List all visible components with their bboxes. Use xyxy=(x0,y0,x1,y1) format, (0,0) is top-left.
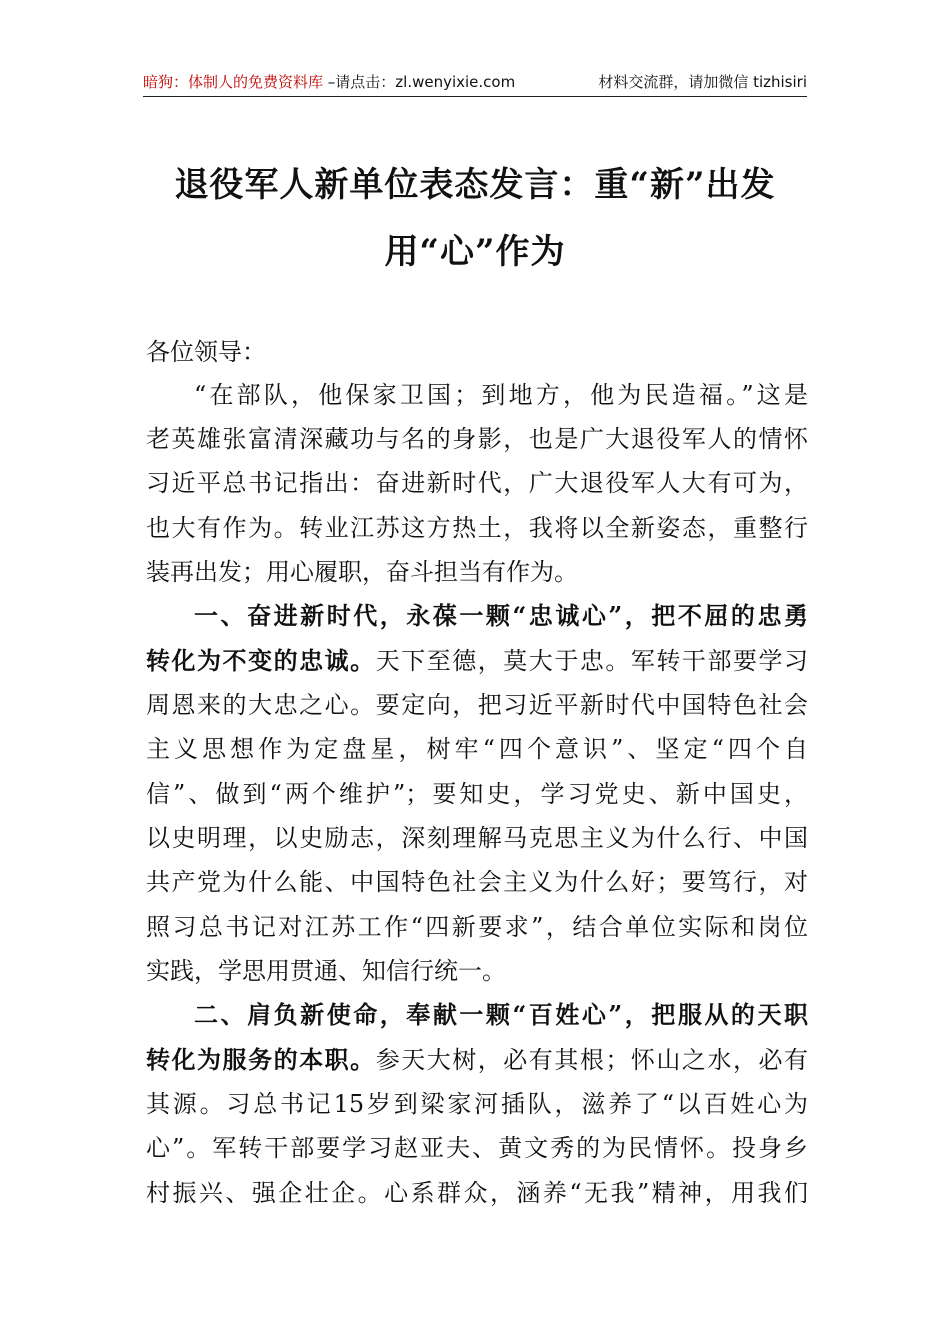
title-line-1: 退役军人新单位表态发言：重“新”出发 xyxy=(174,165,776,205)
section1-heading: 一、奋进新时代，永葆一颗“忠诚心”，把不屈的忠勇 xyxy=(194,601,808,630)
section2-line-2 xyxy=(146,1040,808,1080)
section2-text-start: 参天大树，必有其根；怀山之水，必有 xyxy=(375,1046,808,1074)
section2-line-3: 其源。习总书记15岁到梁家河插队，滋养了“以百姓心为 xyxy=(146,1090,808,1118)
section1-line-6: 以史明理，以史励志，深刻理解马克思主义为什么行、中国 xyxy=(146,824,808,852)
section1-line-3: 周恩来的大忠之心。要定向，把习近平新时代中国特色社会 xyxy=(146,691,808,719)
section1-line-7: 共产党为什么能、中国特色社会主义为什么好；要笃行，对 xyxy=(146,868,808,896)
page-header xyxy=(143,66,807,97)
header-wechat-note: 材料交流群，请加微信 tizhisiri xyxy=(598,73,807,91)
p1-line-5: 装再出发；用心履职，奋斗担当有作为。 xyxy=(146,558,578,586)
p1-line-3: 习近平总书记指出：奋进新时代，广大退役军人大有可为， xyxy=(146,469,808,497)
section1-line-2 xyxy=(146,641,808,681)
section1-line-8: 照习总书记对江苏工作“四新要求”，结合单位实际和岗位 xyxy=(146,913,808,941)
p1-line-2: 老英雄张富清深藏功与名的身影，也是广大退役军人的情怀 xyxy=(146,425,808,453)
section2-line-5: 村振兴、强企壮企。心系群众，涵养“无我”精神，用我们 xyxy=(146,1179,808,1207)
section2-heading-end: 转化为服务的本职。 xyxy=(146,1045,376,1074)
p1-line-4: 也大有作为。转业江苏这方热土，我将以全新姿态，重整行 xyxy=(146,514,808,542)
section1-text-start: 天下至德，莫大于忠。军转干部要学习 xyxy=(375,647,808,675)
section2-heading: 二、肩负新使命，奉献一颗“百姓心”，把服从的天职 xyxy=(194,1000,808,1029)
header-left xyxy=(143,71,515,92)
section2-line-4: 心”。军转干部要学习赵亚夫、黄文秀的为民情怀。投身乡 xyxy=(146,1134,808,1162)
section1-line-9: 实践，学思用贯通、知信行统一。 xyxy=(146,957,506,985)
section1-line-5: 信”、做到“两个维护”；要知史，学习党史、新中国史， xyxy=(146,780,808,808)
section1-heading-end: 转化为不变的忠诚。 xyxy=(146,646,376,675)
title-line-2: 用“心”作为 xyxy=(384,232,566,272)
header-link[interactable]: –请点击：zl.wenyixie.com xyxy=(323,73,516,91)
salutation: 各位领导： xyxy=(146,338,266,366)
p1-line-1: “在部队，他保家卫国；到地方，他为民造福。”这是 xyxy=(194,381,808,409)
header-site-name: 暗狗：体制人的免费资料库 xyxy=(143,73,324,91)
section1-line-4: 主义思想作为定盘星，树牢“四个意识”、坚定“四个自 xyxy=(146,735,808,763)
